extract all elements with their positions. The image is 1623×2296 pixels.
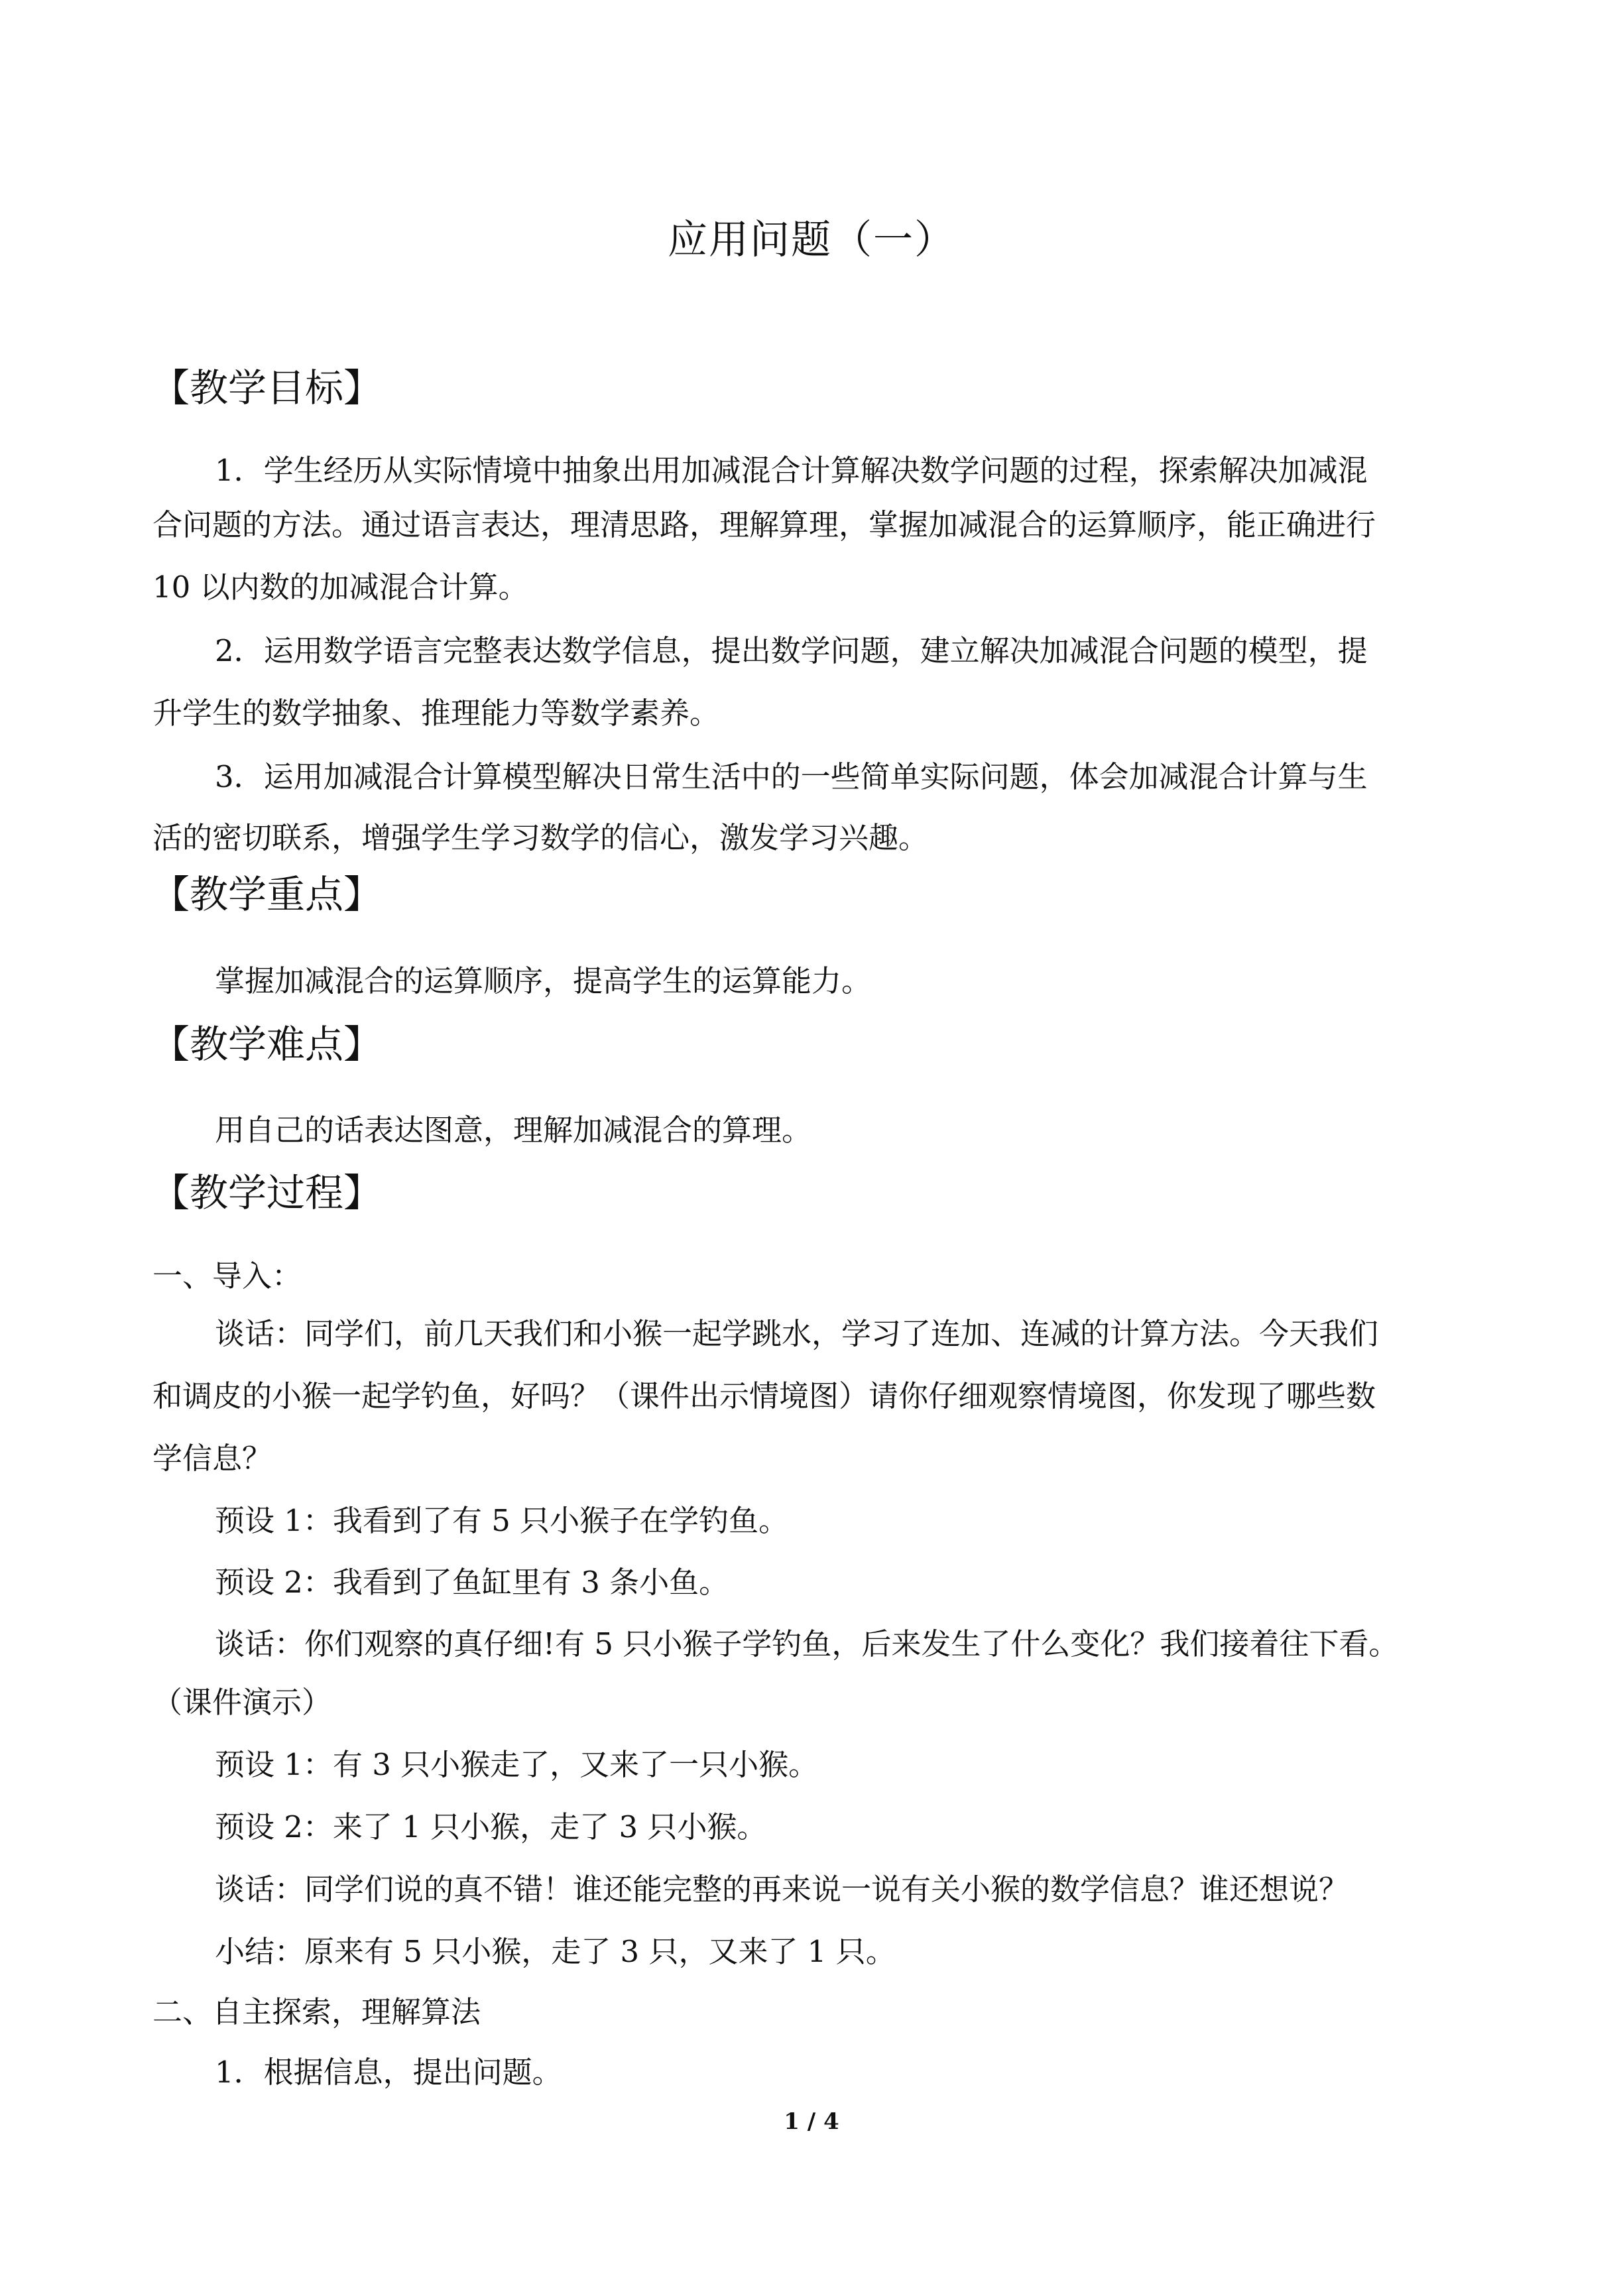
process-line: 预设 2：我看到了鱼缸里有 3 条小鱼。 — [215, 1565, 729, 1600]
process-line: 学信息？ — [152, 1441, 272, 1476]
process-line: 和调皮的小猴一起学钓鱼，好吗？（课件出示情境图）请你仔细观察情境图，你发现了哪些数 — [152, 1378, 1376, 1414]
process-line: 预设 1：我看到了有 5 只小猴子在学钓鱼。 — [215, 1503, 789, 1538]
process-line: 谈话：同学们说的真不错！谁还能完整的再来说一说有关小猴的数学信息？谁还想说？ — [215, 1872, 1349, 1907]
key-points-line: 掌握加减混合的运算顺序，提高学生的运算能力。 — [215, 963, 872, 998]
process-line: 一、导入： — [152, 1258, 302, 1294]
page-number: 1 / 4 — [784, 2108, 839, 2135]
heading-teaching-objectives: 【教学目标】 — [151, 365, 383, 410]
heading-teaching-process: 【教学过程】 — [151, 1170, 383, 1215]
objectives-line: 合问题的方法。通过语言表达，理清思路，理解算理，掌握加减混合的运算顺序，能正确进行 — [152, 507, 1376, 542]
process-line: 小结：原来有 5 只小猴，走了 3 只，又来了 1 只。 — [215, 1934, 896, 1969]
process-line: 二、自主探索，理解算法 — [152, 1994, 481, 2029]
process-line: 1．根据信息，提出问题。 — [215, 2055, 562, 2090]
heading-difficulties: 【教学难点】 — [151, 1022, 383, 1067]
heading-key-points: 【教学重点】 — [151, 872, 383, 917]
process-line: （课件演示） — [152, 1685, 332, 1720]
objectives-line: 升学生的数学抽象、推理能力等数学素养。 — [152, 695, 720, 731]
process-line: 谈话：你们观察的真仔细!有 5 只小猴子学钓鱼，后来发生了什么变化？我们接着往下看。 — [215, 1626, 1399, 1662]
objectives-line: 2．运用数学语言完整表达数学信息，提出数学问题，建立解决加减混合问题的模型，提 — [215, 633, 1368, 668]
objectives-line: 10 以内数的加减混合计算。 — [152, 570, 528, 605]
process-line: 预设 1：有 3 只小猴走了，又来了一只小猴。 — [215, 1747, 819, 1782]
process-line: 谈话：同学们，前几天我们和小猴一起学跳水，学习了连加、连减的计算方法。今天我们 — [215, 1316, 1379, 1351]
process-line: 预设 2：来了 1 只小猴，走了 3 只小猴。 — [215, 1809, 767, 1844]
document-title: 应用问题（一） — [668, 217, 955, 263]
objectives-line: 1．学生经历从实际情境中抽象出用加减混合计算解决数学问题的过程，探索解决加减混 — [215, 453, 1368, 488]
difficulties-line: 用自己的话表达图意，理解加减混合的算理。 — [215, 1113, 812, 1148]
objectives-line: 3．运用加减混合计算模型解决日常生活中的一些简单实际问题，体会加减混合计算与生 — [215, 759, 1368, 794]
objectives-line: 活的密切联系，增强学生学习数学的信心，激发学习兴趣。 — [152, 820, 929, 855]
